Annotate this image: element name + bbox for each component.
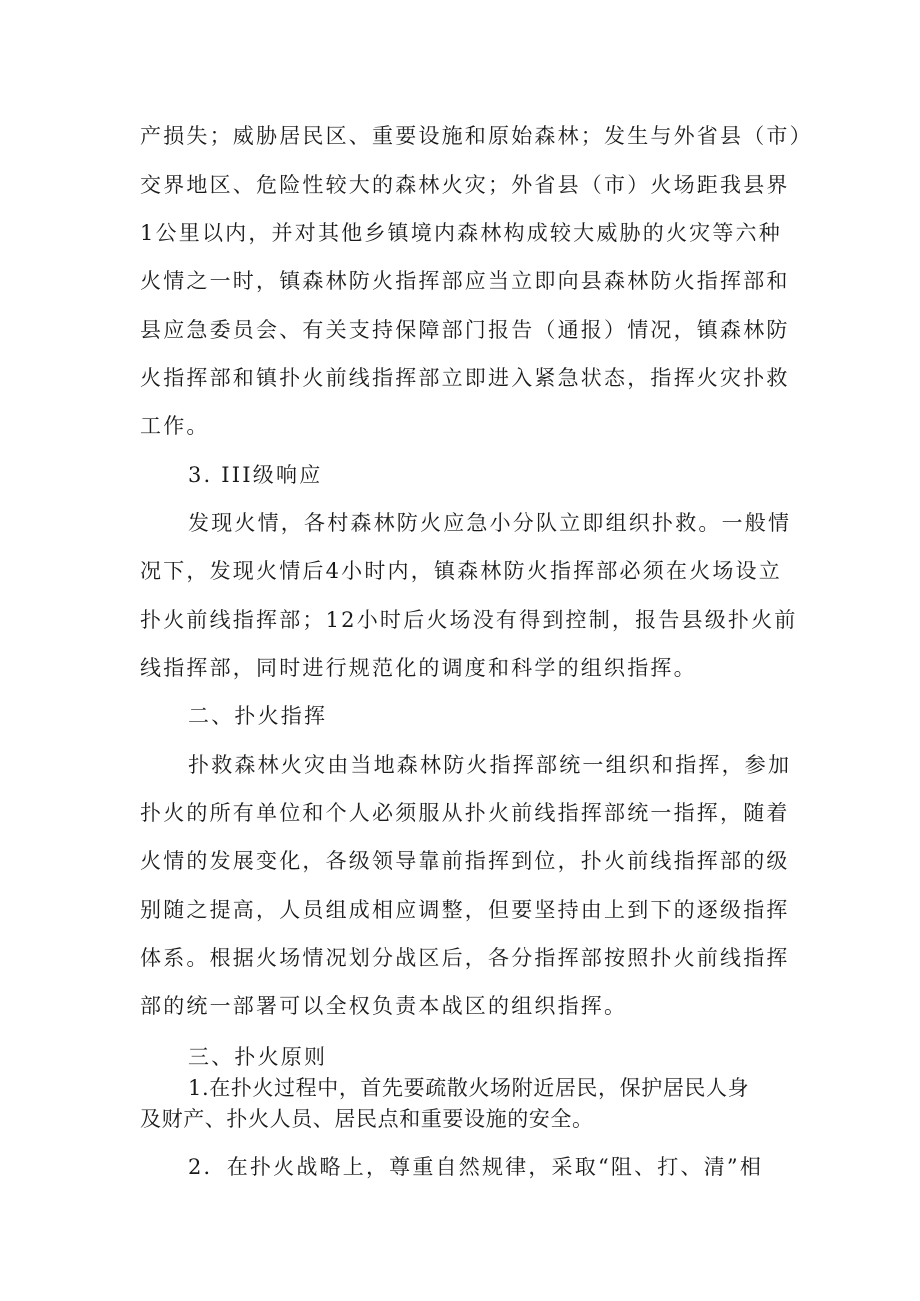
paragraph-line: 火指挥部和镇扑火前线指挥部立即进入紧急状态，指挥火灾扑救 [140, 366, 790, 390]
paragraph-line: 工作。 [140, 414, 210, 438]
paragraph-line: 县应急委员会、有关支持保障部门报告（通报）情况，镇森林防 [140, 318, 790, 342]
paragraph-line: 产损失；威胁居民区、重要设施和原始森林；发生与外省县（市） [140, 124, 813, 148]
paragraph-line: 况下，发现火情后4小时内，镇森林防火指挥部必须在火场设立 [140, 559, 782, 583]
section-heading: 二、扑火指挥 [188, 704, 328, 728]
paragraph-line: 火情的发展变化，各级领导靠前指挥到位，扑火前线指挥部的级 [140, 849, 790, 873]
paragraph-line: 扑救森林火灾由当地森林防火指挥部统一组织和指挥，参加 [188, 753, 792, 777]
paragraph-line: 别随之提高，人员组成相应调整，但要坚持由上到下的逐级指挥 [140, 898, 790, 922]
paragraph-line: 2．在扑火战略上，尊重自然规律，采取“阻、打、清”相 [188, 1155, 764, 1179]
paragraph-line: 发现火情，各村森林防火应急小分队立即组织扑救。一般情 [188, 511, 792, 535]
paragraph-line: 火情之一时，镇森林防火指挥部应当立即向县森林防火指挥部和 [140, 269, 790, 293]
paragraph-line: 体系。根据火场情况划分战区后，各分指挥部按照扑火前线指挥 [140, 946, 790, 970]
paragraph-line: 部的统一部署可以全权负责本战区的组织指挥。 [140, 994, 628, 1018]
paragraph-line: 扑火前线指挥部；12小时后火场没有得到控制，报告县级扑火前 [140, 608, 798, 632]
paragraph-line: 1.在扑火过程中，首先要疏散火场附近居民，保护居民人身 [188, 1076, 750, 1100]
paragraph-line: 交界地区、危险性较大的森林火灾；外省县（市）火场距我县界 [140, 173, 790, 197]
paragraph-line: 及财产、扑火人员、居民点和重要设施的安全。 [140, 1107, 594, 1131]
section-heading: 3. III级响应 [188, 463, 323, 487]
paragraph-line: 扑火的所有单位和个人必须服从扑火前线指挥部统一指挥，随着 [140, 801, 790, 825]
section-heading: 三、扑火原则 [188, 1045, 328, 1069]
paragraph-line: 线指挥部，同时进行规范化的调度和科学的组织指挥。 [140, 656, 697, 680]
paragraph-line: 1公里以内，并对其他乡镇境内森林构成较大威胁的火灾等六种 [140, 221, 782, 245]
